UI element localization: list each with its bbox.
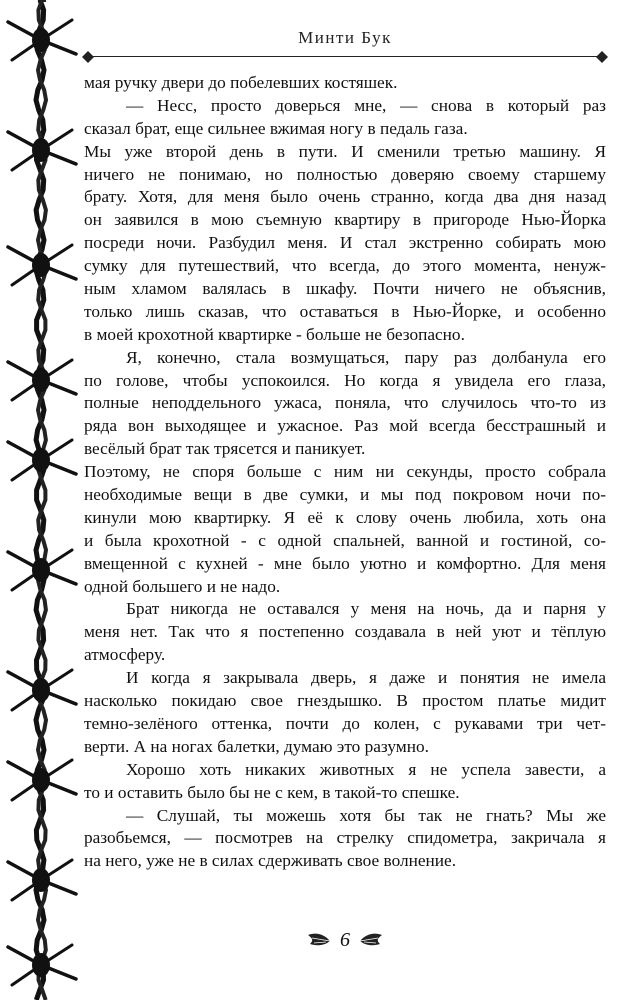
- rule-ornament-left-icon: [82, 51, 94, 63]
- text-line: атмосферу.: [84, 645, 166, 665]
- body-text: [84, 72, 606, 873]
- text-line: брату. Хотя, для меня было очень странно, когда два дня назад: [84, 187, 606, 207]
- text-line: — Несс, просто доверься мне, — снова в который раз: [126, 95, 606, 115]
- text-line: И когда я закрывала дверь, я даже и понятия не имела: [126, 668, 606, 688]
- text-line: необходимые вещи в две сумки, и мы под покровом ночи по-: [84, 485, 606, 505]
- text-line: ным хламом валялась в шкафу. Почти ничего не объяснив,: [84, 279, 606, 299]
- text-line: ряда вон выходящее и ужасное. Раз мой всегда бесстрашный и: [84, 416, 606, 436]
- text-line: Хорошо хоть никаких животных я не успела завести, а: [126, 759, 606, 779]
- text-line: полные неподдельного ужаса, поняла, что случилось что-то из: [84, 393, 606, 413]
- header-rule: [84, 56, 606, 57]
- text-line: Брат никогда не оставался у меня на ночь, да и парня у: [126, 599, 606, 619]
- text-line: кинули мою квартирку. Я её к слову очень любила, хоть она: [84, 507, 606, 527]
- text-line: Я, конечно, стала возмущаться, пару раз долбанула его: [126, 347, 606, 367]
- text-line: мая ручку двери до побелевших костяшек.: [84, 73, 398, 92]
- text-line: сумку для путешествий, что всегда, до этого момента, ненуж-: [84, 256, 606, 276]
- running-header: [84, 22, 606, 62]
- text-line: только лишь сказав, что оставаться в Нью-Йорке, и особенно: [84, 301, 606, 321]
- header-author: Минти Бук: [298, 28, 392, 47]
- text-line: разобьемся, — посмотрев на стрелку спидометра, закричала я: [84, 828, 606, 848]
- text-line: и была крохотной - с одной спальней, ванной и гостиной, со-: [84, 530, 606, 550]
- page-number: 6: [340, 929, 350, 951]
- leaf-flourish-left-icon: [306, 932, 332, 950]
- text-line: сказал брат, еще сильнее вжимая ногу в педаль газа.: [84, 118, 468, 138]
- text-line: он заявился в мою съемную квартиру в пригороде Нью-Йорка: [84, 210, 606, 230]
- text-line: насколько покидаю свое гнездышко. В простом платье мидит: [84, 691, 606, 711]
- barbed-wire-border: [0, 0, 80, 1000]
- text-line: одной большего и не надо.: [84, 576, 281, 596]
- text-line: верти. А на ногах балетки, думаю это разумно.: [84, 736, 429, 756]
- text-line: ничего не понимаю, но полностью доверяю своему старшему: [84, 164, 606, 184]
- page-footer: [84, 929, 606, 959]
- text-line: темно-зелёного оттенка, почти до колен, с рукавами три чет-: [84, 713, 606, 733]
- text-line: на него, уже не в силах сдерживать свое волнение.: [84, 851, 457, 871]
- text-line: то и оставить было бы не с кем, в такой-то спешке.: [84, 782, 460, 802]
- text-line: посреди ночи. Разбудил меня. И стал экстренно собирать мою: [84, 233, 606, 253]
- text-line: меня нет. Так что я постепенно создавала в ней уют и тёплую: [84, 622, 606, 642]
- leaf-flourish-right-icon: [358, 932, 384, 950]
- rule-ornament-right-icon: [596, 51, 608, 63]
- text-line: вмещенной с кухней - мне было уютно и комфортно. Для меня: [84, 553, 606, 573]
- text-line: в моей крохотной квартирке - больше не безопасно.: [84, 324, 465, 344]
- text-line: Поэтому, не споря больше с ним ни секунды, просто собрала: [84, 462, 606, 482]
- text-line: — Слушай, ты можешь хотя бы так не гнать? Мы же: [126, 805, 606, 825]
- text-line: весёлый брат так трясется и паникует.: [84, 439, 366, 459]
- text-line: по голове, чтобы успокоился. Но когда я увидела его глаза,: [84, 370, 606, 390]
- text-line: Мы уже второй день в пути. И сменили третью машину. Я: [84, 141, 606, 161]
